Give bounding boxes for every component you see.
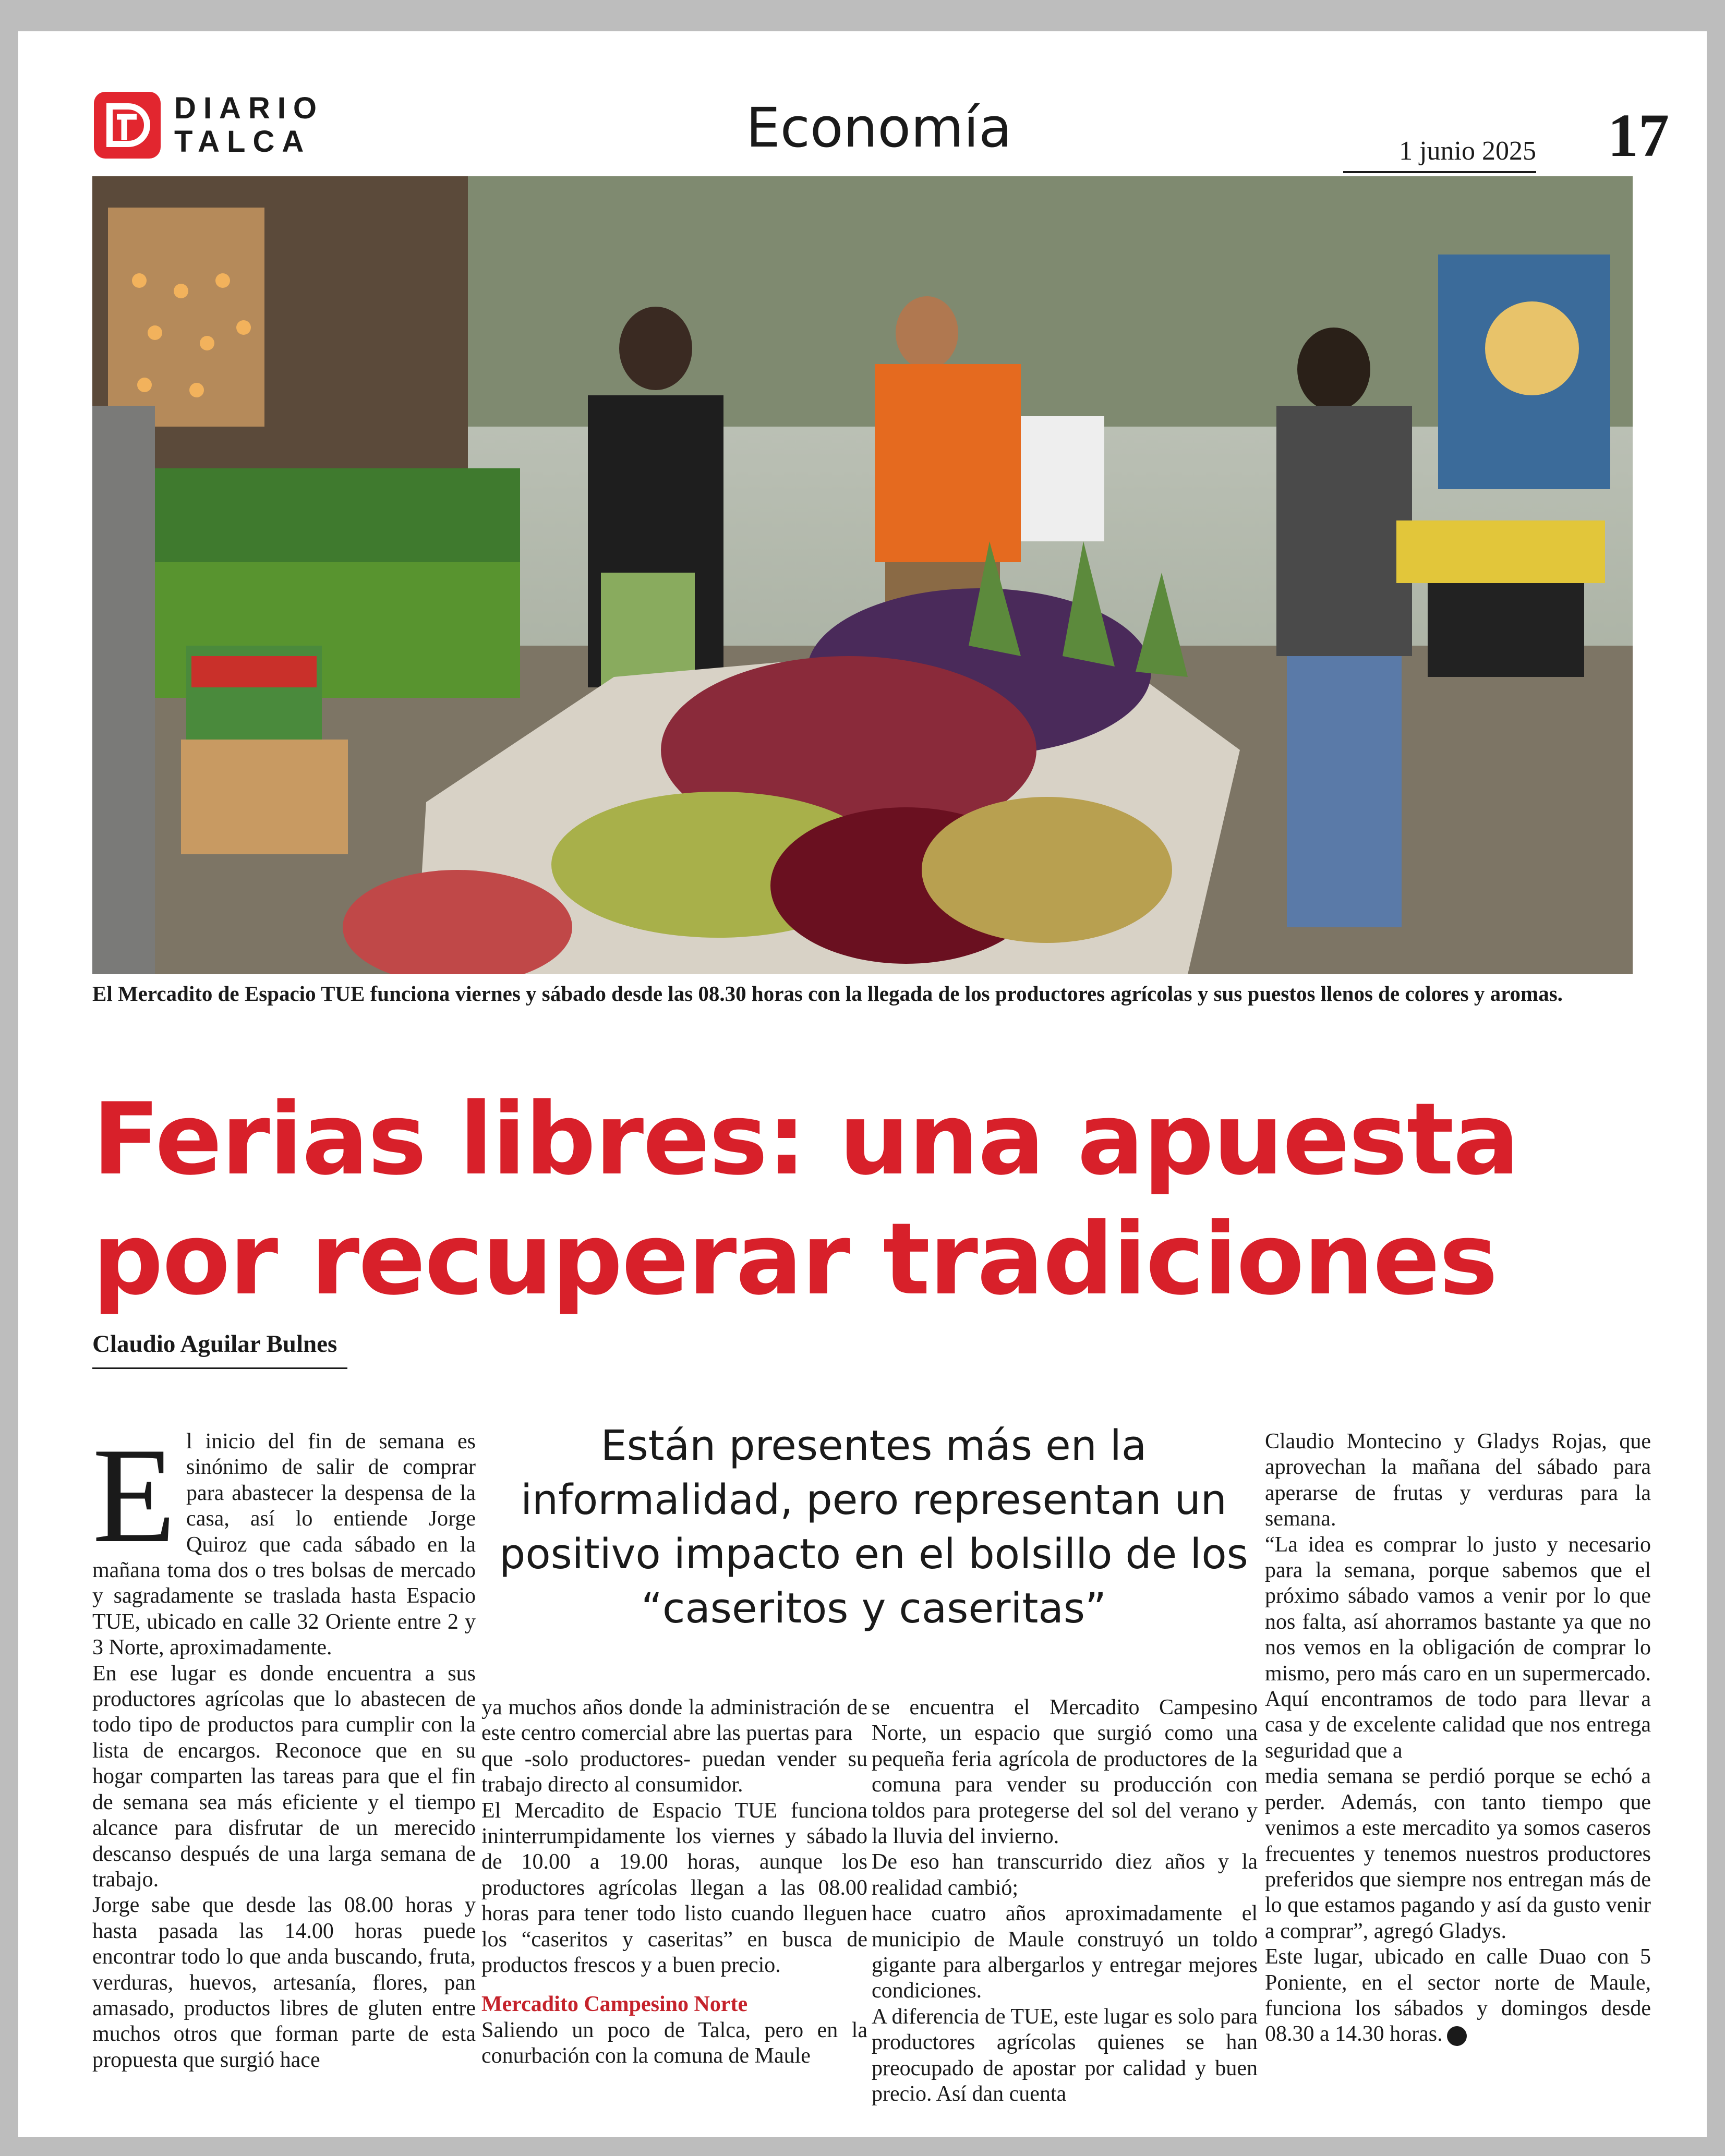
article-column-1: [92, 1420, 476, 2073]
paragraph: “La idea es comprar lo justo y necesario para la semana, porque sabemos que el próximo sábado vamos a venir por lo que nos falta, así ahorramos bastante ya que no nos vemos en la obligación de comprar lo mismo, pero más caro en un supermercado. Aquí encontramos de todo para llevar a casa y de excelente calidad que nos entrega seguridad que a: [1265, 1532, 1651, 1763]
paragraph: media semana se perdió porque se echó a perder. Además, con tanto tiempo que venimos a este mercadito ya somos caseros frecuentes y tenemos nuestros productores preferidos que siempre nos entregan más de lo que estamos pagando y así da gusto venir a comprar”, agregó Gladys.: [1265, 1764, 1651, 1943]
diario-talca-logo: [94, 78, 324, 172]
article-column-4: [1265, 1429, 1651, 2048]
paragraph: De eso han transcurrido diez años y la realidad cambió;: [872, 1850, 1258, 1900]
section-subheading: Mercadito Campesino Norte: [481, 1992, 748, 2017]
end-mark-icon: [1447, 2026, 1467, 2046]
section-title: Economía: [746, 96, 1012, 160]
paragraph: [1265, 1944, 1651, 2048]
logo-line-talca: TALCA: [174, 125, 311, 159]
pull-quote: Están presentes más en la informalidad, pero representan un positivo impacto en el bolsillo de los “caseritos y caseritas”: [499, 1422, 1248, 1632]
market-photo: [92, 176, 1633, 974]
paragraph: El Mercadito de Espacio TUE funciona ininterrumpidamente los viernes y sábado de 10.00 a 19.00 horas, aunque los productores agrícolas llegan a las 08.00 horas para tener todo listo cuando lleguen los “caseritos y caseritas” en busca de productos frescos y a buen precio.: [481, 1798, 867, 1978]
paragraph: que -solo productores- puedan vender su trabajo directo al consumidor.: [481, 1747, 867, 1797]
logo-line-diario: DIARIO: [174, 91, 324, 125]
paragraph: Jorge sabe que desde las 08.00 horas y hasta pasada las 14.00 horas puede encontrar todo lo que anda buscando, fruta, verduras, huevos, artesanía, flores, pan amasado, productos libres de gluten entre muchos otros que forman parte de esta propuesta que surgió hace: [92, 1893, 476, 2072]
page-number: 17: [1608, 101, 1669, 169]
paragraph: Saliendo un poco de Talca, pero en la conurbación con la comuna de Maule: [481, 2018, 867, 2068]
photo-caption: El Mercadito de Espacio TUE funciona viernes y sábado desde las 08.30 horas con la llegada de los productores agrícolas y sus puestos llenos de colores y aromas.: [92, 982, 1563, 1006]
headline: Ferias libres: una apuesta por recuperar tradiciones: [92, 1082, 1519, 1317]
newspaper-page: [18, 31, 1707, 2137]
drop-cap: E: [92, 1420, 176, 1571]
paragraph: ya muchos años donde la administración de este centro comercial abre las puertas para: [481, 1695, 867, 1746]
article-column-2: [481, 1695, 867, 2069]
logo-text: [174, 92, 324, 159]
paragraph: En ese lugar es donde encuentra a sus productores agrícolas que lo abastecen de todo tipo de productos para cumplir con la lista de encargos. Reconoce que en su hogar comparten las tareas para que el fin de semana sea más eficiente y el tiempo alcance para disfrutar de un merecido descanso después de una larga semana de trabajo.: [92, 1661, 476, 1892]
paragraph-text: Este lugar, ubicado en calle Duao con 5 Poniente, en el sector norte de Maule, funciona los sábados y domingos desde 08.30 a 14.30 horas.: [1265, 1945, 1651, 2046]
article-column-3: [872, 1695, 1258, 2107]
issue-date: 1 junio 2025: [1343, 136, 1536, 173]
logo-d-icon: [94, 92, 161, 159]
byline: Claudio Aguilar Bulnes: [92, 1330, 347, 1369]
paragraph: Claudio Montecino y Gladys Rojas, que aprovechan la mañana del sábado para aperarse de frutas y verduras para la semana.: [1265, 1430, 1651, 1531]
paragraph: hace cuatro años aproximadamente el municipio de Maule construyó un toldo gigante para albergarlos y entregar mejores condiciones.: [872, 1901, 1258, 2003]
paragraph: A diferencia de TUE, este lugar es solo para productores agrícolas quienes se han preocupado de apostar por calidad y buen precio. Así dan cuenta: [872, 2004, 1258, 2106]
paragraph: [92, 1420, 476, 1661]
paragraph: se encuentra el Mercadito Campesino Norte, un espacio que surgió como una pequeña feria agrícola de productores de la comuna para vender su producción con toldos para protegerse del sol del verano y la lluvia del invierno.: [872, 1695, 1258, 1849]
paragraph-text: l inicio del fin de semana es sinónimo de salir de comprar para abastecer la despensa de la casa, así lo entiende Jorge Quiroz que cada sábado en la mañana toma dos o tres bolsas de mercado y sagradamente se traslada hasta Espacio TUE, ubicado en calle 32 Oriente entre 2 y 3 Norte, aproximadamente.: [92, 1430, 476, 1660]
